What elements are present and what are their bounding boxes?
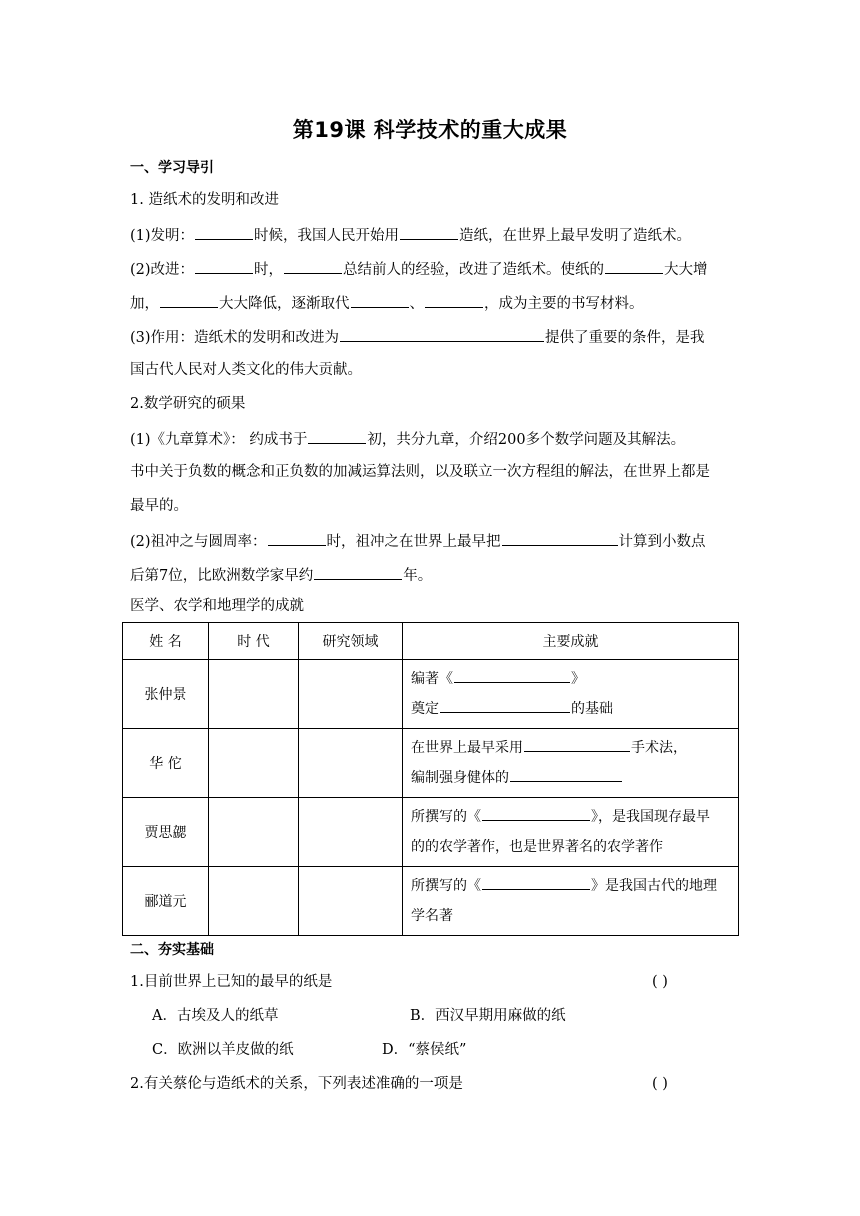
- blank-field[interactable]: [605, 258, 663, 274]
- achievement-cell: 编著《 》 奠定 的基础: [403, 660, 739, 729]
- page-title: 第19课 科学技术的重大成果: [292, 118, 568, 142]
- blank-field[interactable]: [340, 326, 544, 342]
- header-field: 研究领域: [299, 623, 403, 660]
- paper-effect-line: (3)作用：造纸术的发明和改进为 提供了重要的条件，是我: [130, 326, 705, 348]
- blank-field[interactable]: [351, 292, 409, 308]
- blank-field[interactable]: [524, 736, 630, 752]
- person-name: 华 佗: [123, 729, 209, 798]
- zu-chongzhi-line: (2)祖冲之与圆周率： 时，祖冲之在世界上最早把 计算到小数点: [130, 530, 706, 552]
- blank-field[interactable]: [284, 258, 342, 274]
- blank-field[interactable]: [314, 564, 402, 580]
- table-caption: 医学、农学和地理学的成就: [130, 598, 304, 614]
- field-cell[interactable]: [299, 729, 403, 798]
- header-name: 姓 名: [123, 623, 209, 660]
- era-cell[interactable]: [209, 867, 299, 936]
- jiuzhang-line: (1)《九章算术》： 约成书于 初，共分九章，介绍200多个数学问题及其解法。: [130, 428, 685, 450]
- answer-bracket[interactable]: ( ): [652, 974, 668, 990]
- achievement-cell: 所撰写的《 》，是我国现存最早 的的农学著作，也是世界著名的农学著作: [403, 798, 739, 867]
- blank-field[interactable]: [425, 292, 483, 308]
- option-a[interactable]: A．古埃及人的纸草: [152, 1008, 279, 1024]
- option-d[interactable]: D．“蔡侯纸”: [382, 1042, 467, 1058]
- question-1: 1.目前世界上已知的最早的纸是: [130, 974, 333, 990]
- blank-field[interactable]: [308, 428, 366, 444]
- era-cell[interactable]: [209, 660, 299, 729]
- jiuzhang-line-2: 书中关于负数的概念和正负数的加减运算法则，以及联立一次方程组的解法，在世界上都是: [130, 464, 710, 480]
- blank-field[interactable]: [268, 530, 326, 546]
- blank-field[interactable]: [400, 224, 458, 240]
- blank-field[interactable]: [482, 874, 590, 890]
- header-era: 时 代: [209, 623, 299, 660]
- blank-field[interactable]: [510, 766, 622, 782]
- paper-improvement-line-2: 加， 大大降低，逐渐取代 、 ，成为主要的书写材料。: [130, 292, 644, 314]
- blank-field[interactable]: [440, 697, 570, 713]
- table-row: [123, 867, 739, 936]
- question-2: 2.有关蔡伦与造纸术的关系，下列表述准确的一项是: [130, 1076, 463, 1092]
- paper-heading: 1. 造纸术的发明和改进: [130, 192, 279, 208]
- person-name: 郦道元: [123, 867, 209, 936]
- achievement-cell: 所撰写的《 》是我国古代的地理 学名著: [403, 867, 739, 936]
- era-cell[interactable]: [209, 729, 299, 798]
- answer-bracket[interactable]: ( ): [652, 1076, 668, 1092]
- zu-chongzhi-line-2: 后第7位，比欧洲数学家早约 年。: [130, 564, 432, 586]
- paper-improvement-line: (2)改进： 时， 总结前人的经验，改进了造纸术。使纸的 大大增: [130, 258, 708, 280]
- section-heading-guide: 一、学习导引: [130, 160, 214, 176]
- blank-field[interactable]: [195, 224, 253, 240]
- blank-field[interactable]: [454, 667, 570, 683]
- era-cell[interactable]: [209, 798, 299, 867]
- header-achievement: 主要成就: [403, 623, 739, 660]
- field-cell[interactable]: [299, 660, 403, 729]
- blank-field[interactable]: [482, 805, 590, 821]
- jiuzhang-line-3: 最早的。: [130, 498, 188, 514]
- table-row: [123, 660, 739, 729]
- option-c[interactable]: C．欧洲以羊皮做的纸: [152, 1042, 294, 1058]
- table-row: [123, 729, 739, 798]
- paper-invention-line: (1)发明： 时候，我国人民开始用 造纸，在世界上最早发明了造纸术。: [130, 224, 691, 246]
- blank-field[interactable]: [502, 530, 618, 546]
- table-row: [123, 798, 739, 867]
- field-cell[interactable]: [299, 798, 403, 867]
- blank-field[interactable]: [195, 258, 253, 274]
- table-header-row: [123, 623, 739, 660]
- section-heading-basics: 二、夯实基础: [130, 942, 214, 958]
- field-cell[interactable]: [299, 867, 403, 936]
- blank-field[interactable]: [160, 292, 218, 308]
- math-heading: 2.数学研究的硕果: [130, 396, 246, 412]
- option-b[interactable]: B．西汉早期用麻做的纸: [410, 1008, 566, 1024]
- achievement-cell: 在世界上最早采用 手术法， 编制强身健体的: [403, 729, 739, 798]
- achievements-table: [122, 622, 739, 936]
- person-name: 张仲景: [123, 660, 209, 729]
- paper-effect-line-2: 国古代人民对人类文化的伟大贡献。: [130, 362, 362, 378]
- person-name: 贾思勰: [123, 798, 209, 867]
